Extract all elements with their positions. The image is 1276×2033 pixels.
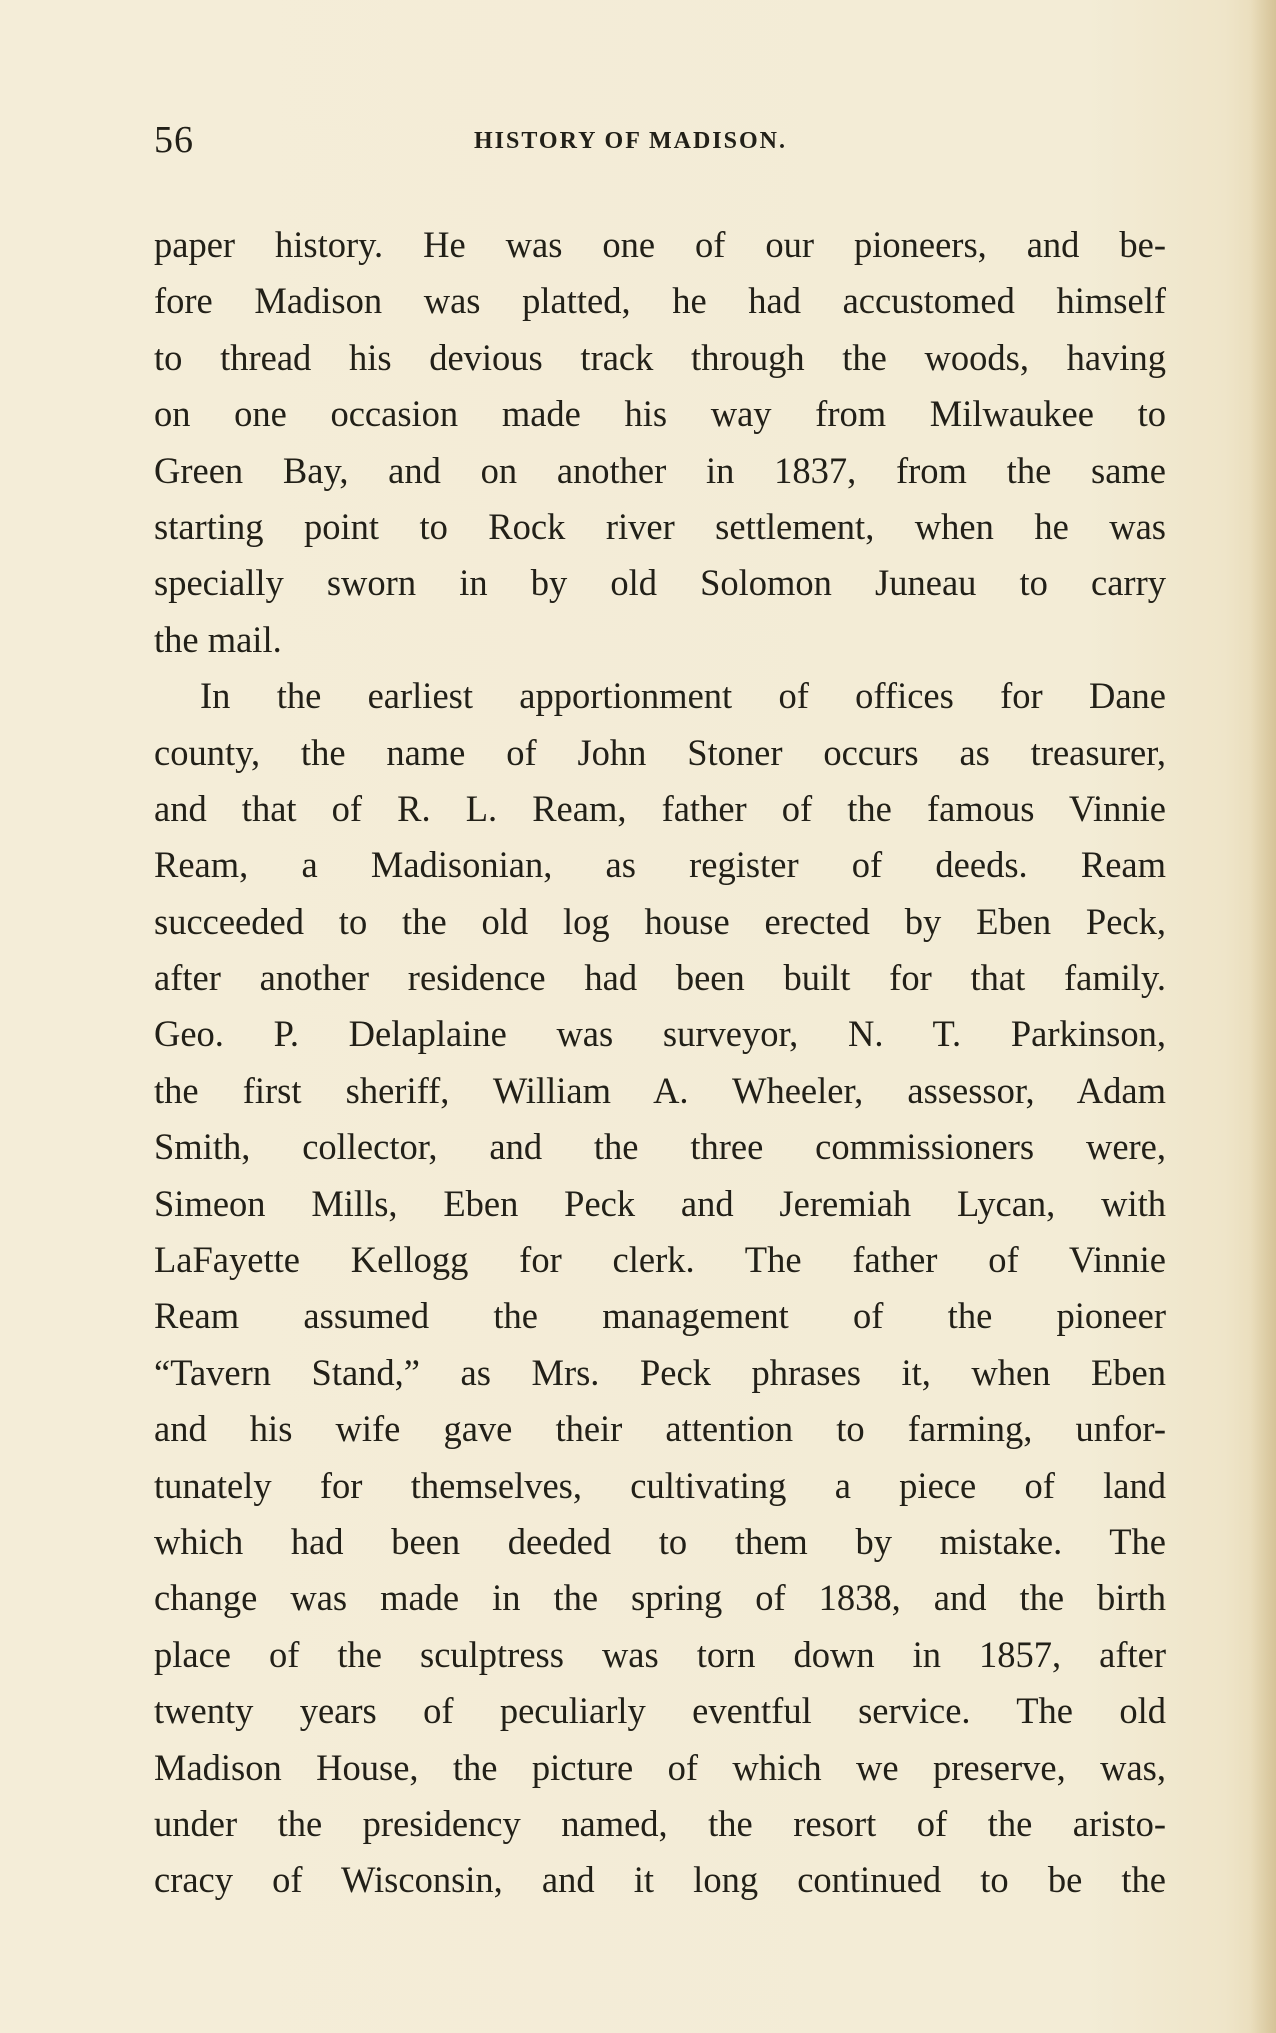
page-edge-shadow <box>1250 0 1276 2033</box>
text-line: “Tavern Stand,” as Mrs. Peck phrases it, when Eben <box>154 1351 1166 1393</box>
text-line: Geo. P. Delaplaine was surveyor, N. T. Parkinson, <box>154 1013 1166 1055</box>
text-line: Smith, collector, and the three commissioners were, <box>154 1126 1166 1168</box>
text-line: change was made in the spring of 1838, and the birth <box>154 1577 1166 1619</box>
text-line: paper history. He was one of our pioneers, and be- <box>154 224 1166 265</box>
running-head <box>154 118 1166 166</box>
running-title: HISTORY OF MADISON. <box>474 128 787 154</box>
text-line: and that of R. L. Ream, father of the famous Vinnie <box>154 787 1166 829</box>
body-text <box>154 217 1166 1909</box>
text-line: and his wife gave their attention to farming, unfor- <box>154 1408 1166 1450</box>
text-line: place of the sculptress was torn down in 1857, after <box>154 1633 1166 1675</box>
text-line: Simeon Mills, Eben Peck and Jeremiah Lycan, with <box>154 1182 1166 1224</box>
text-line: after another residence had been built for that family. <box>154 957 1166 999</box>
text-line: starting point to Rock river settlement, when he was <box>154 505 1166 547</box>
text-line: Ream, a Madisonian, as register of deeds. Ream <box>154 844 1166 886</box>
text-line: the first sheriff, William A. Wheeler, assessor, Adam <box>154 1069 1166 1111</box>
text-line: on one occasion made his way from Milwaukee to <box>154 393 1166 435</box>
text-line: to thread his devious track through the woods, having <box>154 336 1166 378</box>
text-line: In the earliest apportionment of offices for Dane <box>200 675 1166 717</box>
text-line: twenty years of peculiarly eventful service. The old <box>154 1690 1166 1732</box>
text-line: under the presidency named, the resort of the aristo- <box>154 1802 1166 1844</box>
text-line: Madison House, the picture of which we preserve, was, <box>154 1746 1166 1788</box>
text-line: cracy of Wisconsin, and it long continued to be the <box>154 1859 1166 1901</box>
text-line: tunately for themselves, cultivating a piece of land <box>154 1464 1166 1506</box>
text-line: fore Madison was platted, he had accustomed himself <box>154 280 1166 322</box>
text-line: county, the name of John Stoner occurs as treasurer, <box>154 731 1166 773</box>
text-line: the mail. <box>154 618 282 660</box>
page-number: 56 <box>154 119 194 161</box>
text-line: specially sworn in by old Solomon Juneau to carry <box>154 562 1166 604</box>
text-line: Green Bay, and on another in 1837, from the same <box>154 449 1166 491</box>
text-line: succeeded to the old log house erected by Eben Peck, <box>154 900 1166 942</box>
text-line: LaFayette Kellogg for clerk. The father of Vinnie <box>154 1239 1166 1281</box>
text-line: Ream assumed the management of the pioneer <box>154 1295 1166 1337</box>
text-line: which had been deeded to them by mistake. The <box>154 1520 1166 1562</box>
